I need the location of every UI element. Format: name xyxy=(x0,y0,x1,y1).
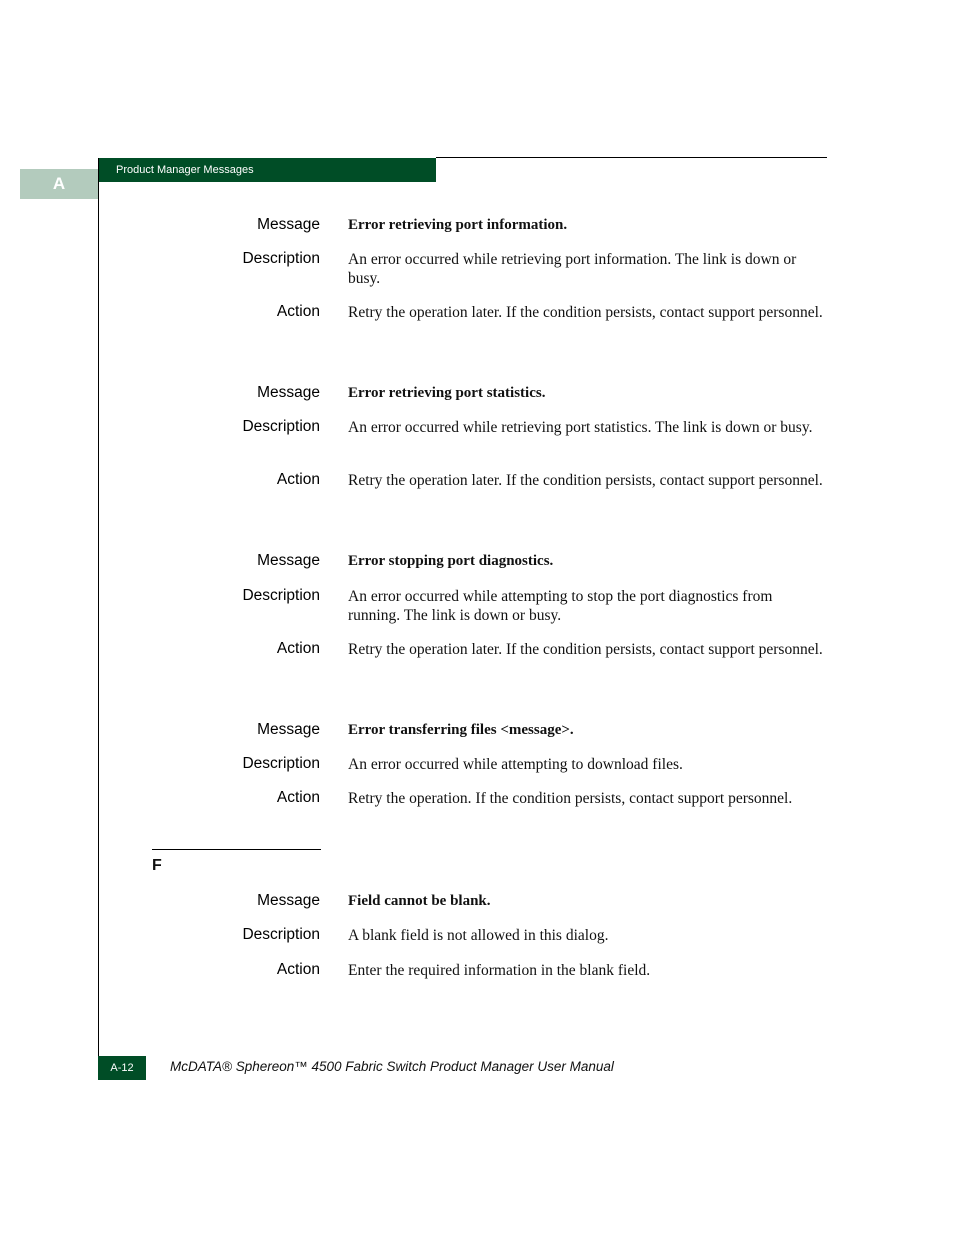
description-text: An error occurred while attempting to download files. xyxy=(348,756,683,773)
description-text: An error occurred while retrieving port statistics. The link is down or busy. xyxy=(348,419,813,436)
description-text: A blank field is not allowed in this dialog. xyxy=(348,927,609,944)
description-text: An error occurred while retrieving port information. The link is down or busy. xyxy=(348,251,797,287)
message-label: Message xyxy=(257,216,320,233)
action-label: Action xyxy=(276,471,320,488)
message-text: Error transferring files <message>. xyxy=(348,722,574,738)
description-label: Description xyxy=(242,418,320,435)
message-label: Message xyxy=(257,721,320,738)
message-text: Error retrieving port information. xyxy=(348,217,568,233)
description-label: Description xyxy=(242,926,320,943)
header-title: Product Manager Messages xyxy=(116,164,254,176)
left-margin-rule xyxy=(98,158,99,1080)
action-label: Action xyxy=(276,961,320,978)
message-label: Message xyxy=(257,892,320,909)
chapter-tab: A xyxy=(20,169,98,199)
section-rule xyxy=(152,849,321,850)
message-text: Error stopping port diagnostics. xyxy=(348,553,554,569)
running-header xyxy=(98,158,436,182)
footer-title: McDATA® Sphereon™ 4500 Fabric Switch Product Manager User Manual xyxy=(170,1059,614,1074)
action-text: Retry the operation later. If the condition persists, contact support personnel. xyxy=(348,641,823,658)
message-text: Error retrieving port statistics. xyxy=(348,385,546,401)
description-label: Description xyxy=(242,587,320,604)
action-label: Action xyxy=(276,640,320,657)
action-label: Action xyxy=(276,303,320,320)
message-label: Message xyxy=(257,552,320,569)
action-text: Retry the operation later. If the condition persists, contact support personnel. xyxy=(348,472,823,489)
description-label: Description xyxy=(242,250,320,267)
action-text: Retry the operation later. If the condition persists, contact support personnel. xyxy=(348,304,823,321)
action-text: Enter the required information in the blank field. xyxy=(348,962,651,979)
description-label: Description xyxy=(242,755,320,772)
message-label: Message xyxy=(257,384,320,401)
action-text: Retry the operation. If the condition persists, contact support personnel. xyxy=(348,790,793,807)
page-number: A-12 xyxy=(98,1056,146,1080)
description-text: An error occurred while attempting to stop the port diagnostics from running. The link is down or busy. xyxy=(348,588,773,624)
section-letter: F xyxy=(152,857,162,874)
message-text: Field cannot be blank. xyxy=(348,893,491,909)
action-label: Action xyxy=(276,789,320,806)
header-rule xyxy=(436,157,827,158)
